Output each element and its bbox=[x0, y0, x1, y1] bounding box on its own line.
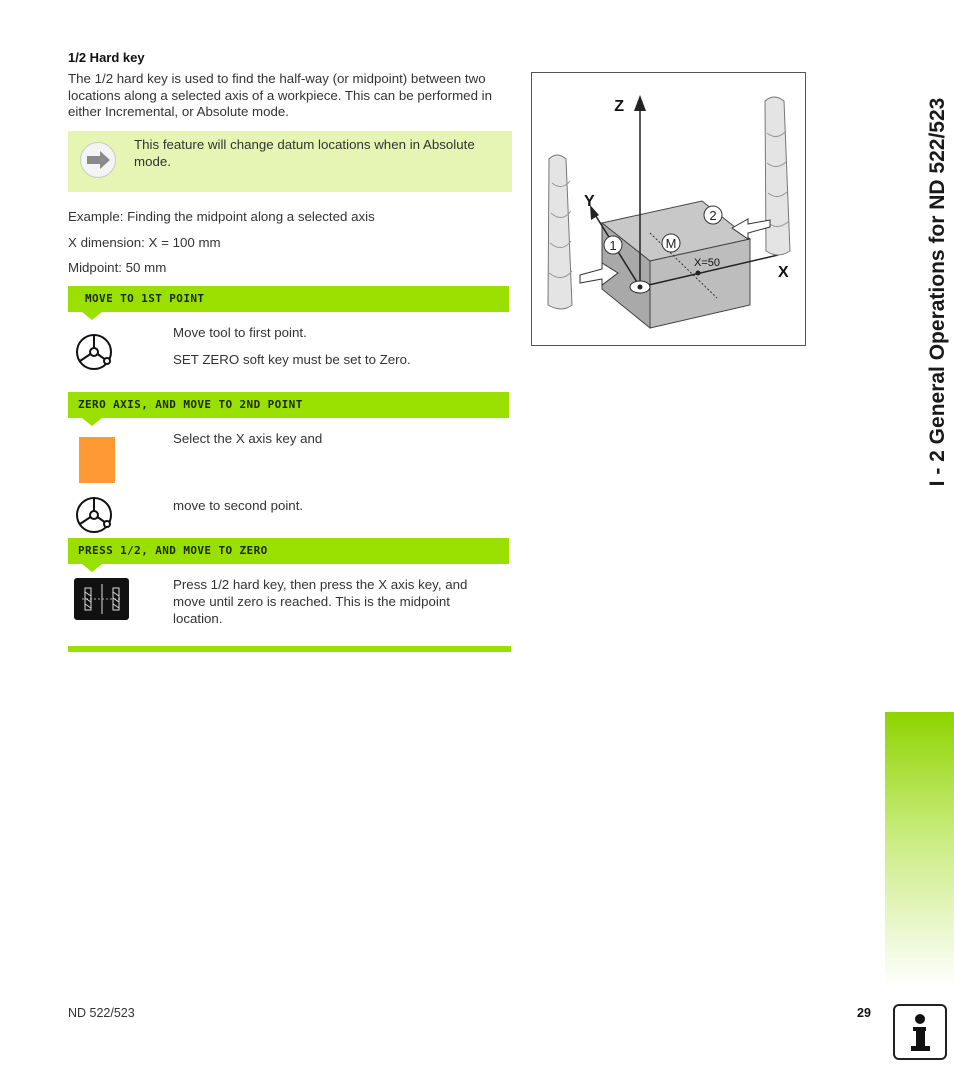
half-key-icon bbox=[74, 578, 129, 620]
x-axis-key-icon bbox=[79, 437, 115, 483]
step-2-title: ZERO AXIS, AND MOVE TO 2ND POINT bbox=[78, 398, 303, 411]
step-1-text-2: SET ZERO soft key must be set to Zero. bbox=[173, 352, 411, 367]
example-line-1: Example: Finding the midpoint along a selected axis bbox=[68, 209, 375, 224]
step-3-bar bbox=[68, 538, 509, 564]
info-icon bbox=[893, 1004, 947, 1060]
midpoint-figure bbox=[531, 72, 806, 346]
step-3-title: PRESS 1/2, AND MOVE TO ZERO bbox=[78, 544, 268, 557]
arrow-right-icon bbox=[80, 142, 116, 178]
step-2-bar bbox=[68, 392, 509, 418]
chapter-title bbox=[918, 52, 954, 532]
chapter-title-text: I - 2 General Operations for ND 522/523 bbox=[926, 97, 949, 487]
example-line-2: X dimension: X = 100 mm bbox=[68, 235, 221, 250]
handwheel-icon bbox=[74, 495, 114, 535]
y-axis-label: Y bbox=[584, 193, 595, 210]
x-axis-label: X bbox=[778, 264, 789, 281]
section-end-rule bbox=[68, 646, 511, 652]
example-line-3: Midpoint: 50 mm bbox=[68, 260, 167, 275]
step-3-text: Press 1/2 hard key, then press the X axis key, and move until zero is reached. This is the midpoint location. bbox=[173, 577, 468, 626]
z-axis-label: Z bbox=[614, 98, 624, 115]
x-value-label: X=50 bbox=[694, 257, 720, 269]
handwheel-icon bbox=[74, 332, 114, 372]
section-heading: 1/2 Hard key bbox=[68, 50, 145, 65]
footer-model: ND 522/523 bbox=[68, 1006, 135, 1020]
step-1-title: MOVE TO 1ST POINT bbox=[85, 292, 205, 305]
midpoint-label: M bbox=[665, 236, 677, 251]
intro-paragraph: The 1/2 hard key is used to find the half-way (or midpoint) between two locations along a selected axis of a workpiece. This can be performed in either Incremental, or Absolute mode. bbox=[68, 71, 493, 119]
chapter-tab bbox=[885, 712, 954, 987]
note-text: This feature will change datum locations when in Absolute mode. bbox=[134, 137, 475, 169]
step-2-text-1: Select the X axis key and bbox=[173, 431, 323, 446]
point-1-label: 1 bbox=[609, 238, 617, 253]
step-1-text-1: Move tool to first point. bbox=[173, 325, 307, 340]
page-number: 29 bbox=[857, 1006, 871, 1020]
point-2-label: 2 bbox=[709, 208, 717, 223]
step-1-bar bbox=[68, 286, 509, 312]
step-2-text-2: move to second point. bbox=[173, 498, 304, 513]
